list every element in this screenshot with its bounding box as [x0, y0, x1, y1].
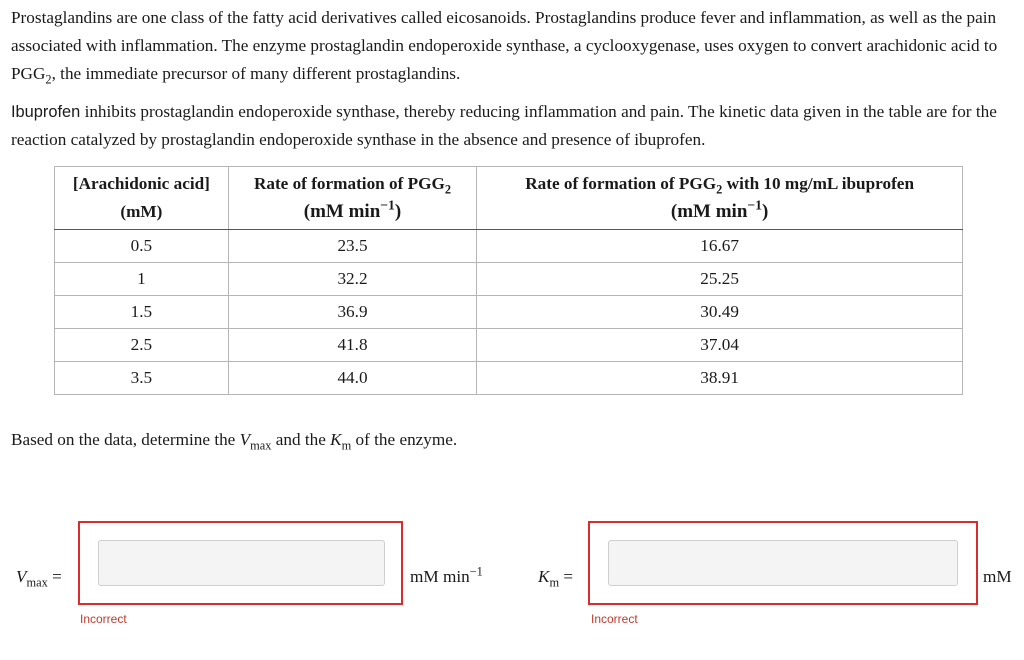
intro-paragraph-1 [11, 4, 1019, 88]
km-unit: mM [983, 567, 1012, 586]
cell-rate-ibuprofen: 37.04 [477, 329, 963, 362]
question-part: and the [271, 430, 331, 449]
cell-rate: 44.0 [228, 362, 476, 395]
km-answer-box [588, 521, 978, 605]
unit-text: mM min [410, 567, 470, 586]
table-row [55, 362, 963, 395]
intro-text: , the immediate precursor of many different prostaglandins. [51, 64, 461, 83]
subscript: 2 [716, 182, 723, 197]
header-unit: (mM) [120, 202, 163, 221]
cell-concentration: 0.5 [55, 230, 229, 263]
intro-text: inhibits prostaglandin endoperoxide synthase, thereby reducing inflammation and pain. The kinetic data given in the table are for the reaction catalyzed by prostaglandin endoperoxide synthase in the absence and presence of ibuprofen. [11, 102, 997, 149]
superscript: −1 [380, 197, 395, 213]
cell-rate: 41.8 [228, 329, 476, 362]
equals-sign: = [47, 567, 62, 586]
vmax-symbol: V [16, 567, 27, 586]
header-unit [670, 197, 769, 222]
header-rate [228, 167, 476, 230]
header-rate-ibuprofen [477, 167, 963, 230]
km-status: Incorrect [591, 612, 638, 626]
vmax-label [16, 567, 62, 590]
header-arachidonic-acid [55, 167, 229, 230]
table-row [55, 263, 963, 296]
cell-concentration: 1.5 [55, 296, 229, 329]
cell-concentration: 1 [55, 263, 229, 296]
subscript: m [549, 575, 560, 590]
question-part: of the enzyme. [351, 430, 458, 449]
ibuprofen-word: Ibuprofen [11, 103, 81, 121]
cell-rate: 23.5 [228, 230, 476, 263]
header-line: Rate of formation of PGG [253, 174, 445, 193]
subscript: 2 [45, 72, 52, 87]
cell-rate: 32.2 [228, 263, 476, 296]
cell-rate-ibuprofen: 16.67 [477, 230, 963, 263]
subscript: max [26, 575, 48, 590]
unit-text: ) [394, 201, 402, 222]
vmax-unit [410, 564, 483, 587]
table-row [55, 230, 963, 263]
vmax-input[interactable] [98, 540, 385, 586]
superscript: −1 [469, 564, 483, 579]
unit-text: ) [762, 201, 769, 222]
table-header-row [55, 167, 963, 230]
question-part: Based on the data, determine the [11, 430, 240, 449]
table-row [55, 329, 963, 362]
superscript: −1 [747, 197, 763, 213]
unit-text: (mM min [670, 201, 748, 222]
km-input[interactable] [608, 540, 958, 586]
km-symbol: K [330, 430, 342, 449]
header-line: [Arachidonic acid] [72, 174, 210, 193]
cell-rate-ibuprofen: 38.91 [477, 362, 963, 395]
vmax-symbol: V [239, 430, 251, 449]
intro-text: Prostaglandins are one class of the fatty acid derivatives called eicosanoids. Prostaglandins produce fever and inflammation, as well as the pain associated with inflammation. The enzyme prostaglandin endoperoxide synthase, a cyclooxygenase, uses oxygen to convert arachidonic acid to PGG [11, 8, 998, 83]
equals-sign: = [559, 567, 574, 586]
header-line: Rate of formation of PGG [525, 174, 717, 193]
unit-text: (mM min [303, 201, 381, 222]
subscript: m [341, 438, 352, 453]
cell-concentration: 3.5 [55, 362, 229, 395]
cell-rate-ibuprofen: 25.25 [477, 263, 963, 296]
km-symbol: K [538, 567, 550, 586]
intro-paragraph-2 [11, 98, 1019, 154]
vmax-status: Incorrect [80, 612, 127, 626]
subscript: 2 [444, 182, 452, 197]
cell-rate: 36.9 [228, 296, 476, 329]
cell-concentration: 2.5 [55, 329, 229, 362]
table-row [55, 296, 963, 329]
cell-rate-ibuprofen: 30.49 [477, 296, 963, 329]
kinetics-table [54, 166, 963, 395]
question-text [11, 430, 458, 453]
vmax-answer-box [78, 521, 403, 605]
subscript: max [250, 438, 272, 453]
header-unit [303, 197, 402, 222]
header-line: with 10 mg/mL ibuprofen [722, 174, 914, 193]
km-label [538, 567, 574, 590]
